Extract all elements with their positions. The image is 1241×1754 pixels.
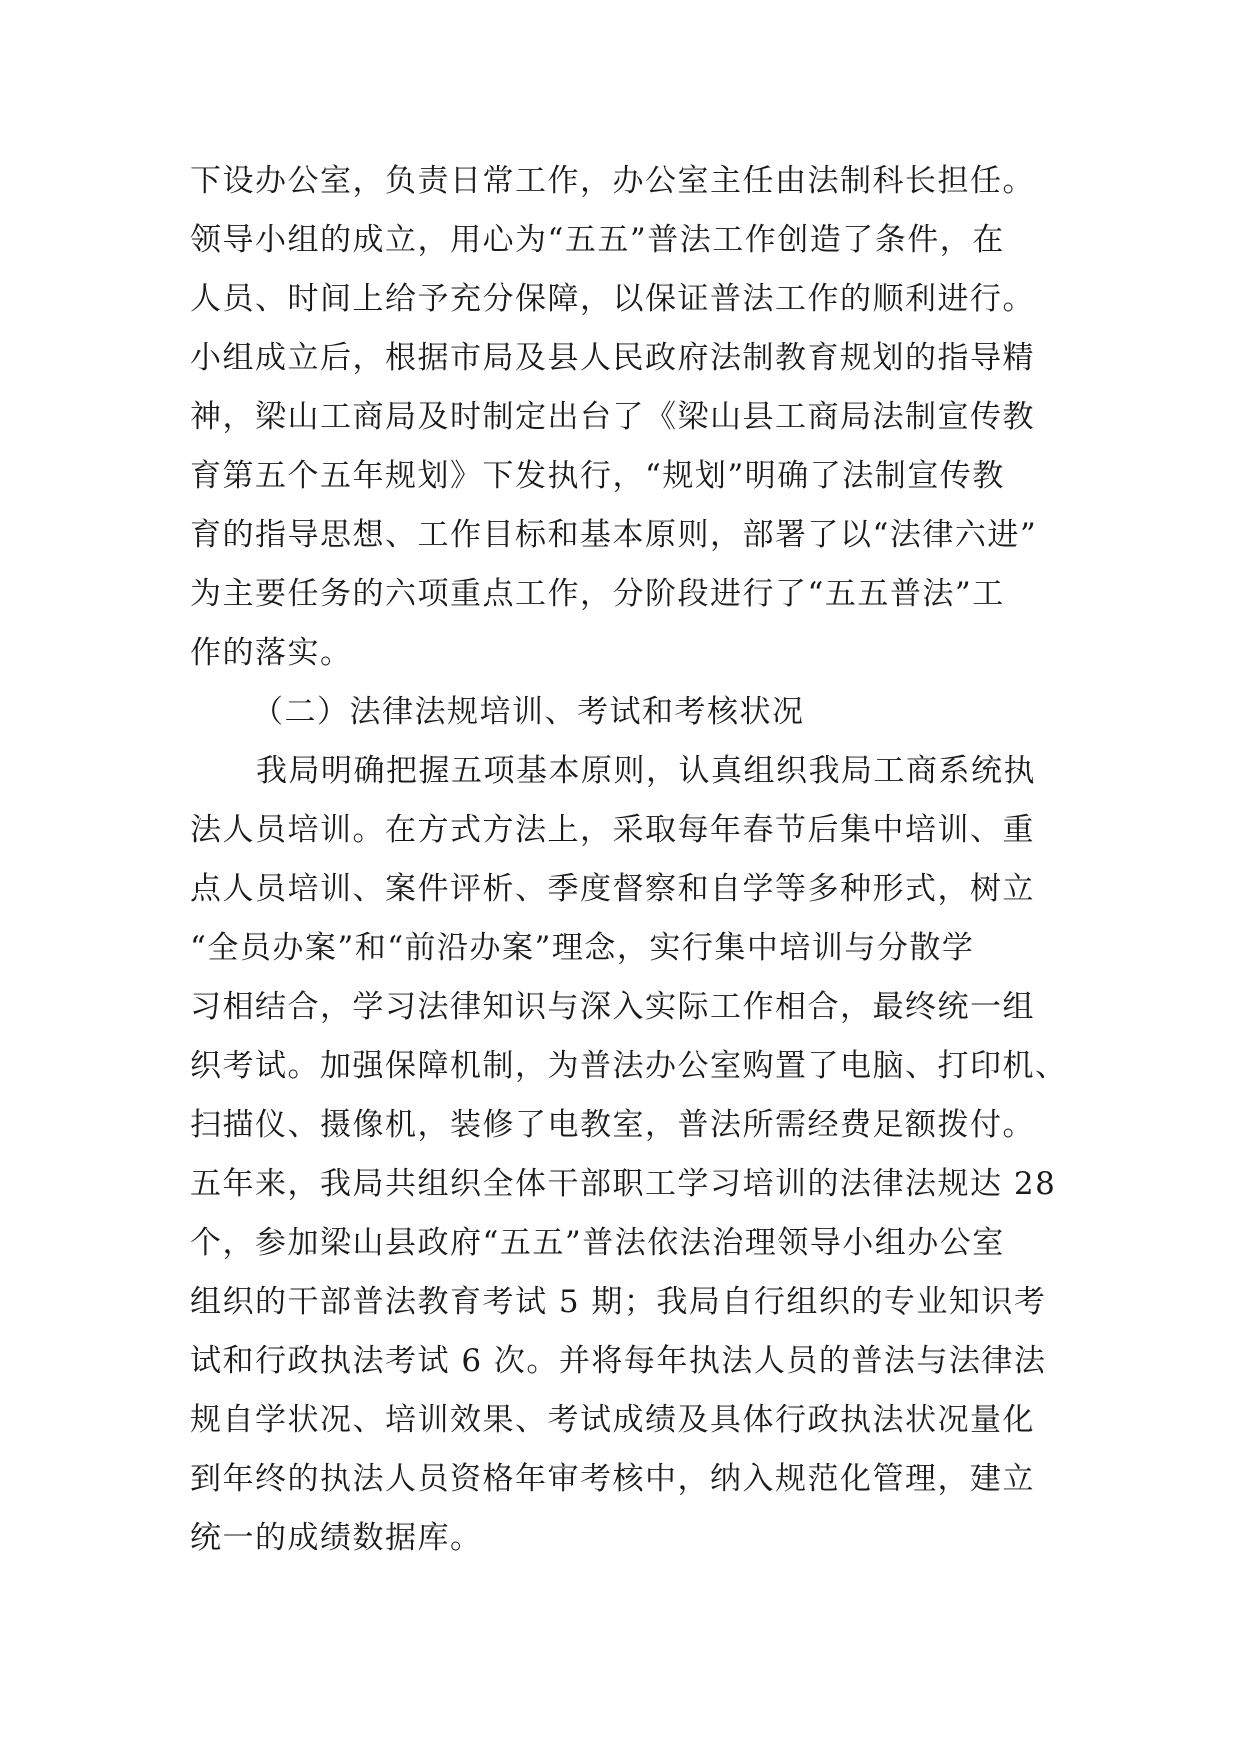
paragraph-line: 领导小组的成立，用心为“五五”普法工作创造了条件，在 <box>190 222 1005 258</box>
paragraph-line: 育第五个五年规划》下发执行，“规划”明确了法制宣传教 <box>190 458 1005 494</box>
paragraph-line: 织考试。加强保障机制，为普法办公室购置了电脑、打印机、 <box>190 1048 1068 1084</box>
paragraph-line: 个，参加梁山县政府“五五”普法依法治理领导小组办公室 <box>190 1225 1005 1261</box>
paragraph-line: 小组成立后，根据市局及县人民政府法制教育规划的指导精 <box>190 340 1035 376</box>
paragraph-line: 下设办公室，负责日常工作，办公室主任由法制科长担任。 <box>190 163 1035 199</box>
paragraph-line: 规自学状况、培训效果、考试成绩及具体行政执法状况量化 <box>190 1402 1035 1438</box>
paragraph-line: 为主要任务的六项重点工作，分阶段进行了“五五普法”工 <box>190 576 1005 612</box>
paragraph-line: 组织的干部普法教育考试 5 期；我局自行组织的专业知识考 <box>190 1284 1047 1320</box>
paragraph-line: “全员办案”和“前沿办案”理念，实行集中培训与分散学 <box>190 930 975 966</box>
paragraph-line: 五年来，我局共组织全体干部职工学习培训的法律法规达 28 <box>190 1166 1057 1202</box>
section-heading: （二）法律法规培训、考试和考核状况 <box>252 694 805 730</box>
paragraph-line: 点人员培训、案件评析、季度督察和自学等多种形式，树立 <box>190 871 1035 907</box>
paragraph-line: 习相结合，学习法律知识与深入实际工作相合，最终统一组 <box>190 989 1035 1025</box>
paragraph-line: 育的指导思想、工作目标和基本原则，部署了以“法律六进” <box>190 517 1038 553</box>
body-text <box>190 152 1070 1568</box>
paragraph-line: 到年终的执法人员资格年审考核中，纳入规范化管理，建立 <box>190 1461 1035 1497</box>
paragraph-line: 扫描仪、摄像机，装修了电教室，普法所需经费足额拨付。 <box>190 1107 1035 1143</box>
paragraph-line: 作的落实。 <box>190 635 353 671</box>
paragraph-line: 法人员培训。在方式方法上，采取每年春节后集中培训、重 <box>190 812 1035 848</box>
paragraph-line: 人员、时间上给予充分保障，以保证普法工作的顺利进行。 <box>190 281 1035 317</box>
paragraph-line: 我局明确把握五项基本原则，认真组织我局工商系统执 <box>256 753 1036 789</box>
paragraph-line: 统一的成绩数据库。 <box>190 1520 483 1556</box>
paragraph-line: 神，梁山工商局及时制定出台了《梁山县工商局法制宣传教 <box>190 399 1035 435</box>
paragraph-line: 试和行政执法考试 6 次。并将每年执法人员的普法与法律法 <box>190 1343 1047 1379</box>
